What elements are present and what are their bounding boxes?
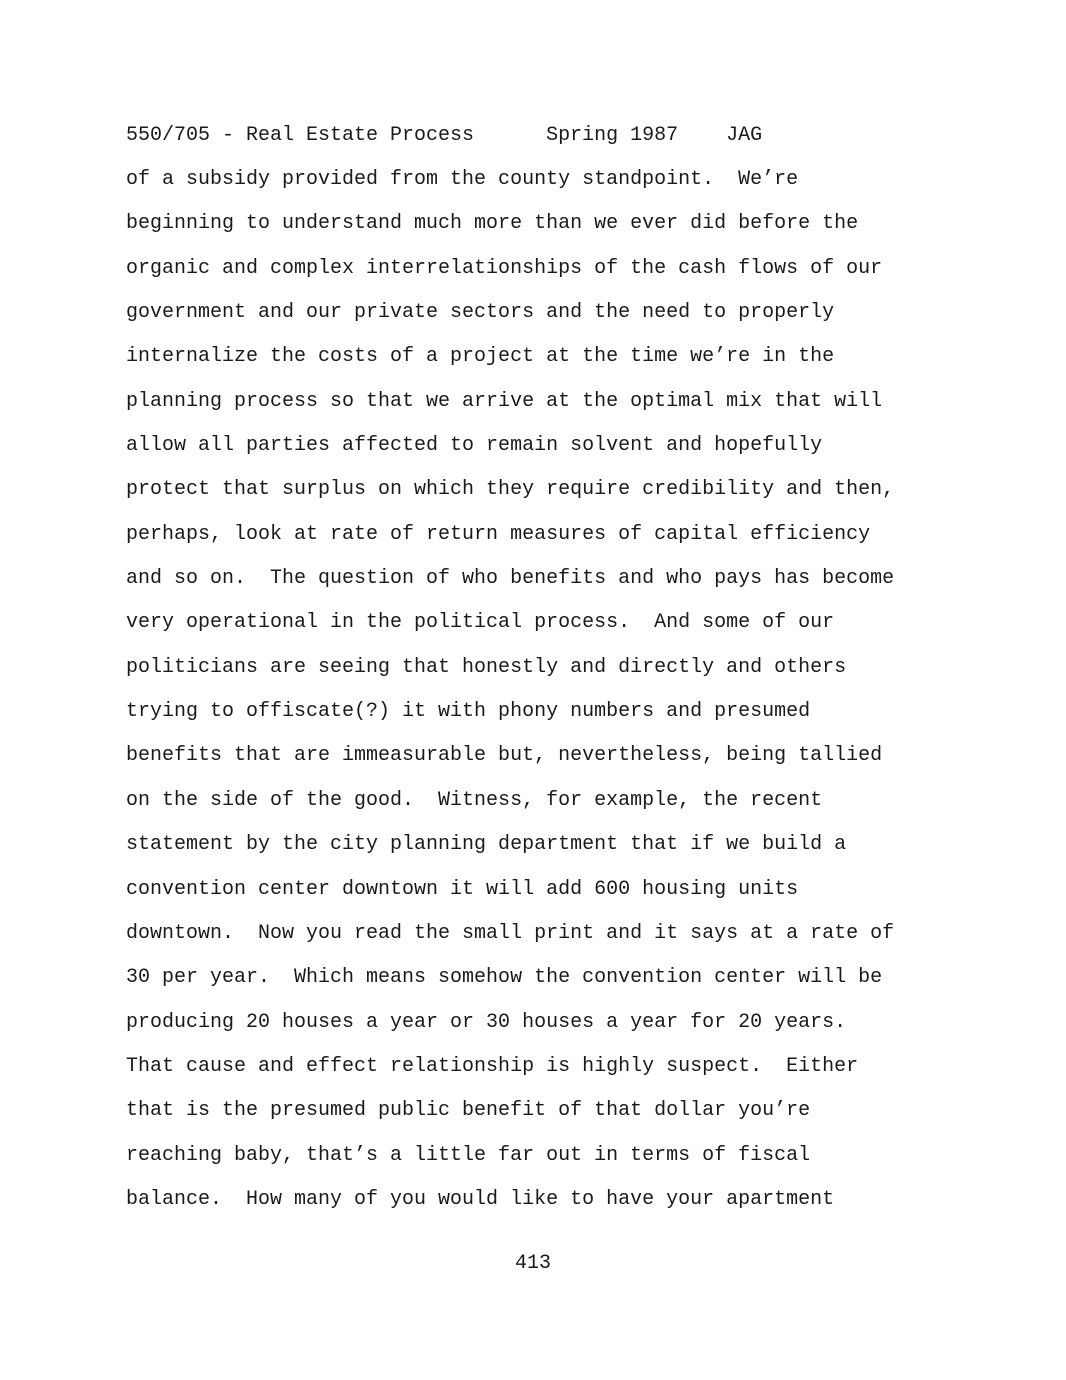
text-line: protect that surplus on which they require credibility and then, xyxy=(126,478,895,502)
text-line: of a subsidy provided from the county standpoint. We’re xyxy=(126,168,799,191)
text-line: planning process so that we arrive at the optimal mix that will xyxy=(126,389,883,413)
text-line: downtown. Now you read the small print and it says at a rate of xyxy=(126,921,895,945)
text-line: trying to offiscate(?) it with phony numbers and presumed xyxy=(126,700,811,724)
text-line: convention center downtown it will add 600 housing units xyxy=(126,877,799,901)
text-line: government and our private sectors and the need to properly xyxy=(126,301,835,325)
text-line: politicians are seeing that honestly and directly and others xyxy=(126,655,847,679)
text-line: balance. How many of you would like to have your apartment xyxy=(126,1187,835,1211)
text-line: benefits that are immeasurable but, nevertheless, being tallied xyxy=(126,744,883,768)
text-line: internalize the costs of a project at the time we’re in the xyxy=(126,345,835,369)
text-line: 30 per year. Which means somehow the convention center will be xyxy=(126,966,883,990)
text-line: organic and complex interrelationships of the cash flows of our xyxy=(126,256,883,280)
transcript-body xyxy=(126,168,894,1232)
text-line: statement by the city planning department that if we build a xyxy=(126,833,847,857)
text-line: producing 20 houses a year or 30 houses a year for 20 years. xyxy=(126,1010,847,1034)
text-line: that is the presumed public benefit of that dollar you’re xyxy=(126,1099,811,1123)
page-header: 550/705 - Real Estate Process Spring 1987 JAG xyxy=(126,124,763,147)
text-line: allow all parties affected to remain solvent and hopefully xyxy=(126,434,823,458)
text-line: perhaps, look at rate of return measures of capital efficiency xyxy=(126,522,871,546)
text-line: That cause and effect relationship is highly suspect. Either xyxy=(126,1054,859,1078)
text-line: reaching baby, that’s a little far out in terms of fiscal xyxy=(126,1143,811,1167)
page-number: 413 xyxy=(514,1252,551,1275)
text-line: very operational in the political process. And some of our xyxy=(126,611,835,635)
text-line: and so on. The question of who benefits and who pays has become xyxy=(126,567,895,591)
text-line: beginning to understand much more than we ever did before the xyxy=(126,212,859,236)
text-line: on the side of the good. Witness, for example, the recent xyxy=(126,788,823,812)
